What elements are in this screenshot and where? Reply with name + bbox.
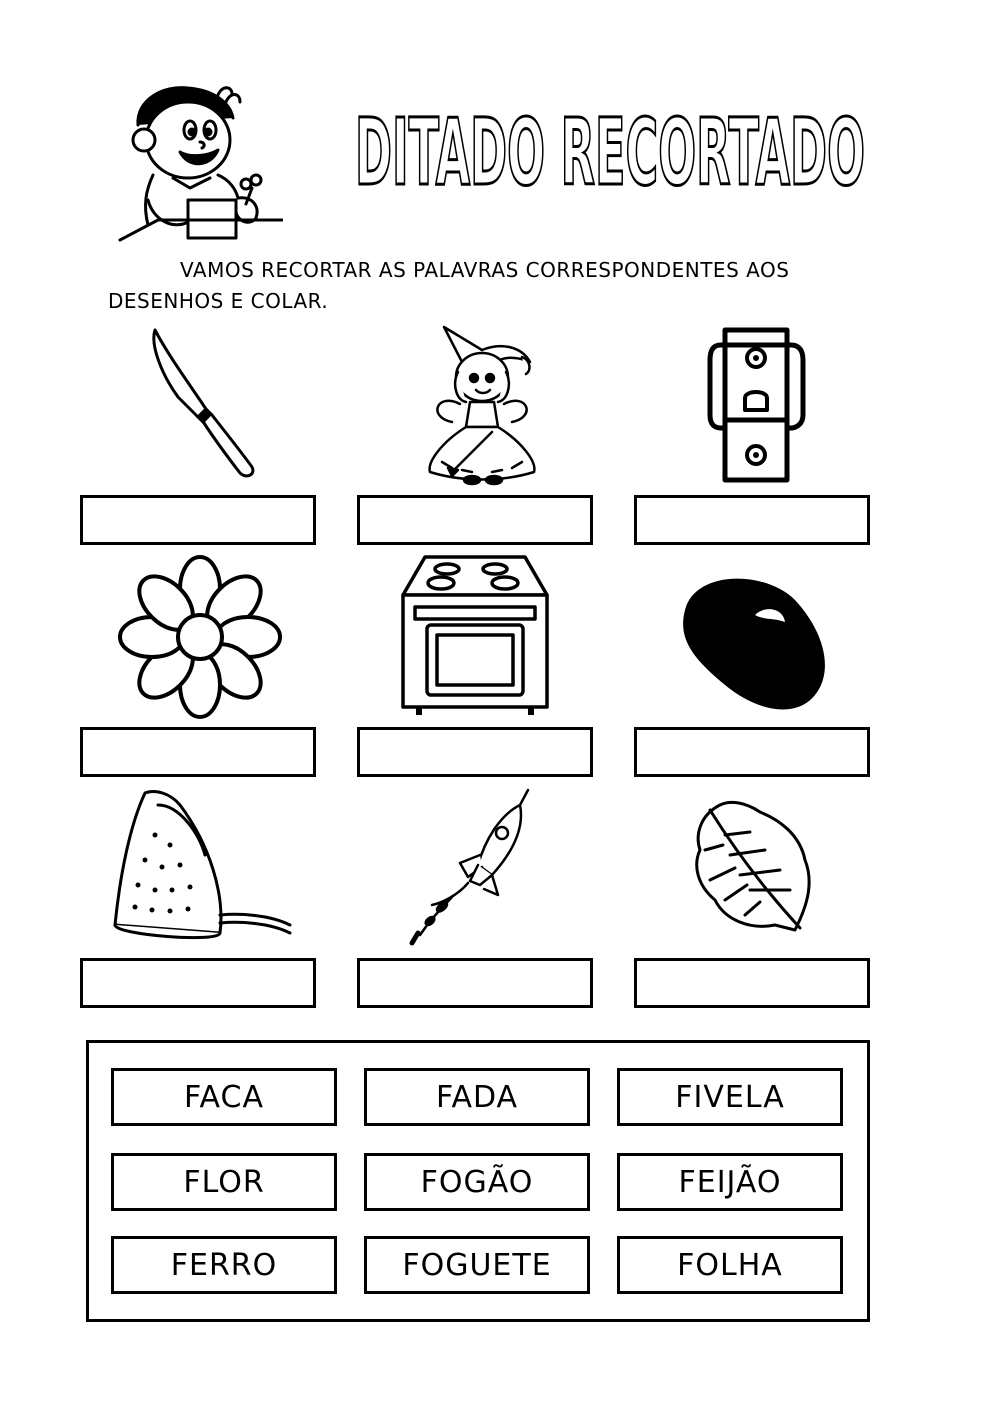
fairy-picture <box>382 322 582 487</box>
answer-box-leaf[interactable] <box>634 958 870 1008</box>
page-title-text: DITADO RECORTADO <box>355 99 865 198</box>
bean-picture <box>655 560 855 725</box>
word-card-label: FACA <box>184 1079 264 1115</box>
answer-box-iron[interactable] <box>80 958 316 1008</box>
instructions-line-2: DESENHOS E COLAR. <box>108 289 329 313</box>
knife-icon <box>100 325 300 490</box>
child-cutting-illustration <box>118 80 283 245</box>
instructions <box>108 255 928 317</box>
word-card[interactable] <box>617 1236 843 1294</box>
word-card[interactable] <box>617 1153 843 1211</box>
iron-icon <box>100 785 300 950</box>
word-card[interactable] <box>111 1236 337 1294</box>
buckle-icon <box>655 320 855 485</box>
leaf-icon <box>655 790 855 955</box>
answer-box-buckle[interactable] <box>634 495 870 545</box>
iron-picture <box>100 785 300 950</box>
bean-icon <box>655 560 855 725</box>
answer-box-flower[interactable] <box>80 727 316 777</box>
rocket-icon <box>380 785 580 950</box>
answer-box-stove[interactable] <box>357 727 593 777</box>
instructions-line-1: VAMOS RECORTAR AS PALAVRAS CORRESPONDENTES AOS <box>180 258 790 282</box>
word-card-label: FADA <box>435 1079 519 1115</box>
word-card-label: FOGUETE <box>402 1247 552 1283</box>
word-card-label: FERRO <box>170 1247 278 1283</box>
rocket-picture <box>380 785 580 950</box>
stove-icon <box>375 555 575 720</box>
answer-box-knife[interactable] <box>80 495 316 545</box>
word-card-label: FLOR <box>183 1164 265 1200</box>
word-card-label: FOLHA <box>677 1247 783 1283</box>
stove-picture <box>375 555 575 720</box>
word-bank <box>86 1040 870 1322</box>
word-card[interactable] <box>364 1236 590 1294</box>
flower-icon <box>100 555 300 720</box>
page-title <box>345 88 875 198</box>
word-card[interactable] <box>617 1068 843 1126</box>
buckle-picture <box>655 320 855 485</box>
word-card-label: FOGÃO <box>420 1164 534 1200</box>
answer-box-bean[interactable] <box>634 727 870 777</box>
word-card-label: FIVELA <box>675 1079 785 1115</box>
flower-picture <box>100 555 300 720</box>
word-card[interactable] <box>111 1068 337 1126</box>
word-card-label: FEIJÃO <box>678 1164 782 1200</box>
word-card[interactable] <box>364 1153 590 1211</box>
word-card[interactable] <box>364 1068 590 1126</box>
word-card[interactable] <box>111 1153 337 1211</box>
leaf-picture <box>655 790 855 955</box>
answer-box-fairy[interactable] <box>357 495 593 545</box>
fairy-icon <box>382 322 582 487</box>
answer-box-rocket[interactable] <box>357 958 593 1008</box>
knife-picture <box>100 325 300 490</box>
